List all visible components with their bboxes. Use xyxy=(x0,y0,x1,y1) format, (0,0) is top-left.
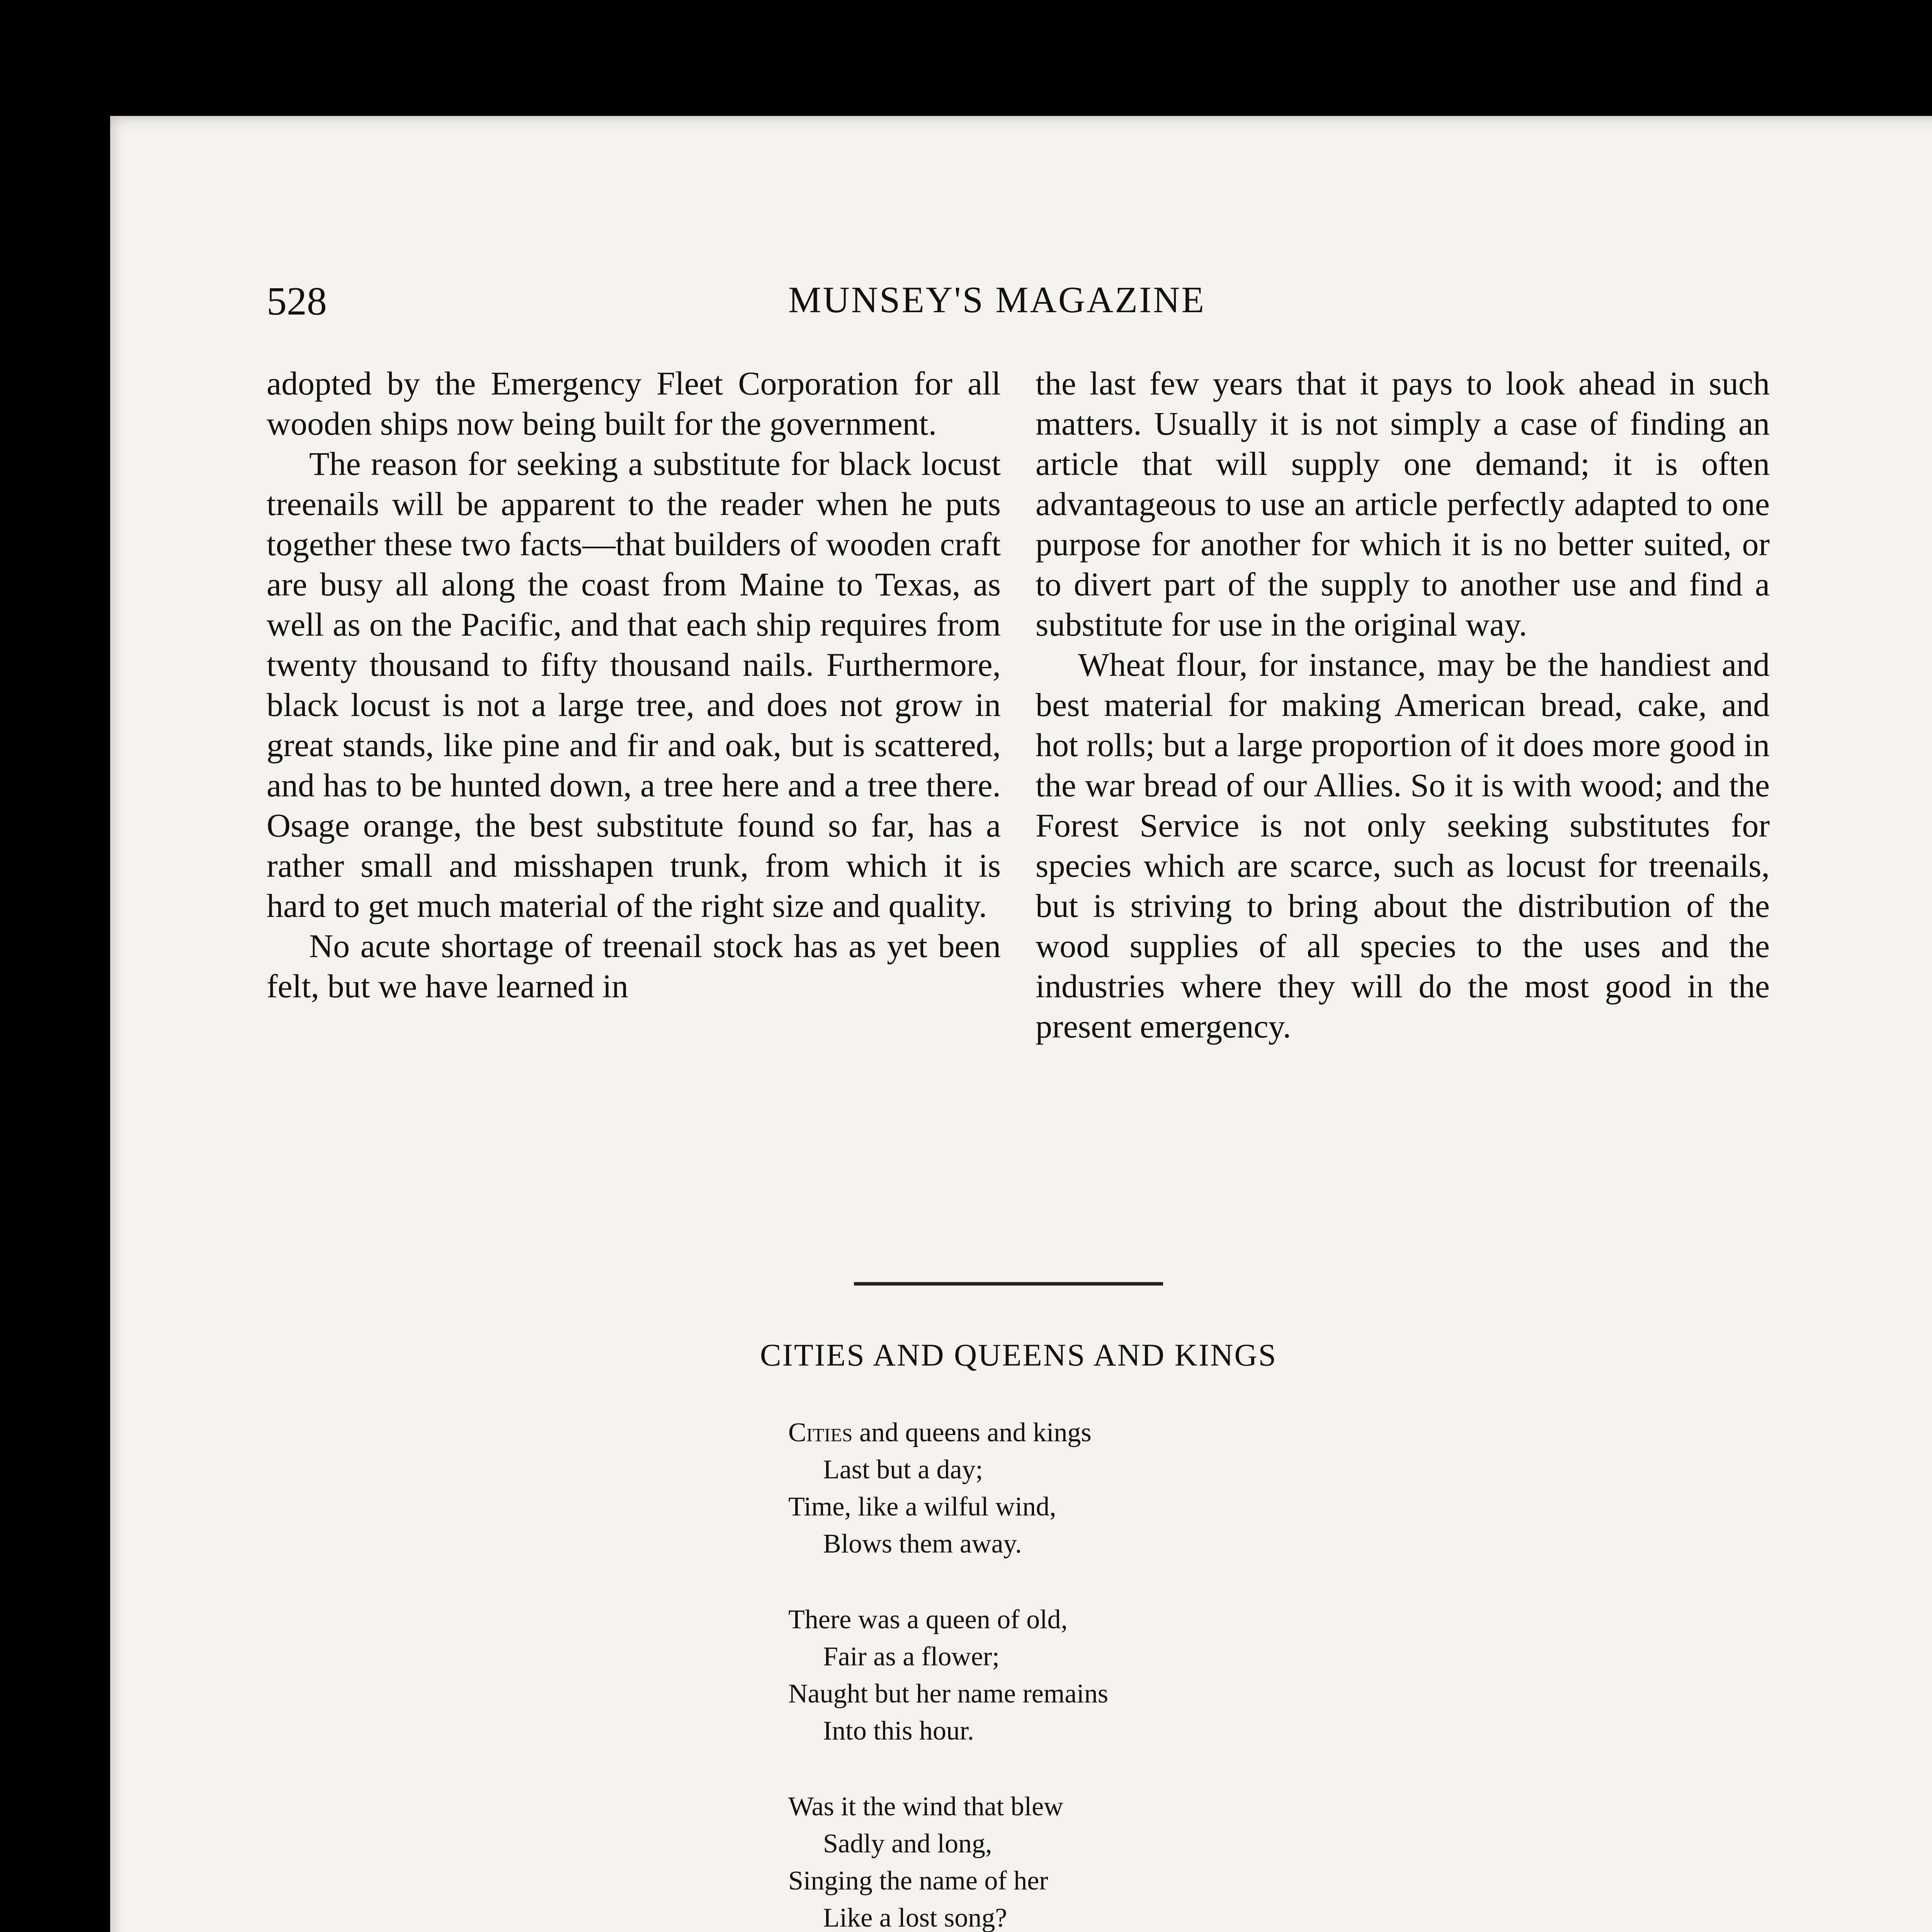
poem-line: Blows them away. xyxy=(823,1529,1022,1559)
poem-line: Singing the name of her xyxy=(788,1866,1048,1896)
paragraph: No acute shortage of treenail stock has as yet been felt, but we have learned in xyxy=(267,927,1001,1005)
poem-title: CITIES AND QUEENS AND KINGS xyxy=(760,1337,1277,1372)
poem-line: Like a lost song? xyxy=(823,1903,1007,1932)
stanza xyxy=(788,1601,1406,1750)
poem-line: Into this hour. xyxy=(823,1716,974,1746)
section-divider xyxy=(854,1282,1163,1286)
poem-line-text: and queens and kings xyxy=(852,1418,1092,1447)
poem-line: Was it the wind that blew xyxy=(788,1792,1063,1821)
poem-line: Sadly and long, xyxy=(823,1829,992,1859)
poem-line: There was a queen of old, xyxy=(788,1605,1068,1634)
paragraph: Wheat flour, for instance, may be the handiest and best material for making American bread, cake, and hot rolls; but a large proportion of it does more good in the war bread of our Allies. So it is with wood; and the Forest Service is not only seeking substitutes for species which are scarce, such as locust for treenails, but is striving to bring about the distribution of the wood supplies of all species to the uses and the industries where they will do the most good in the present emergency. xyxy=(1036,646,1770,1045)
running-head xyxy=(267,278,1824,332)
poem-line: Last but a day; xyxy=(823,1455,983,1485)
poem-first-word: Cities xyxy=(788,1418,853,1447)
article-left-column xyxy=(267,363,1001,1006)
paragraph: The reason for seeking a substitute for black locust treenails will be apparent to the reader when he puts together these two facts—that builders of wooden craft are busy all along the coast from Maine to Texas, as well as on the Pacific, and that each ship requires from twenty thousand to fifty thousand nails. Furthermore, black locust is not a large tree, and does not grow in great stands, like pine and fir and oak, but is scattered, and has to be hunted down, a tree here and a tree there. Osage orange, the best substitute found so far, has a rather small and misshapen trunk, from which it is hard to get much material of the right size and quality. xyxy=(267,445,1001,924)
page-number: 528 xyxy=(267,279,327,323)
paragraph: adopted by the Emergency Fleet Corporation for all wooden ships now being built for the government. xyxy=(267,365,1001,442)
paragraph: the last few years that it pays to look ahead in such matters. Usually it is not simply a case of finding an article that will supply one demand; it is often advantageous to use an article perfectly adapted to one purpose for another for which it is no better suited, or to divert part of the supply to another use and find a substitute for use in the original way. xyxy=(1036,365,1770,643)
article-right-column xyxy=(1036,363,1770,1046)
poem-line: Time, like a wilful wind, xyxy=(788,1492,1056,1522)
poem-line: Fair as a flower; xyxy=(823,1642,1000,1672)
stanza xyxy=(788,1788,1406,1932)
stanza xyxy=(788,1414,1406,1563)
poem xyxy=(788,1414,1406,1932)
poem-line xyxy=(788,1414,1406,1451)
poem-line: Naught but her name remains xyxy=(788,1679,1109,1709)
magazine-title: MUNSEY'S MAGAZINE xyxy=(788,279,1206,320)
